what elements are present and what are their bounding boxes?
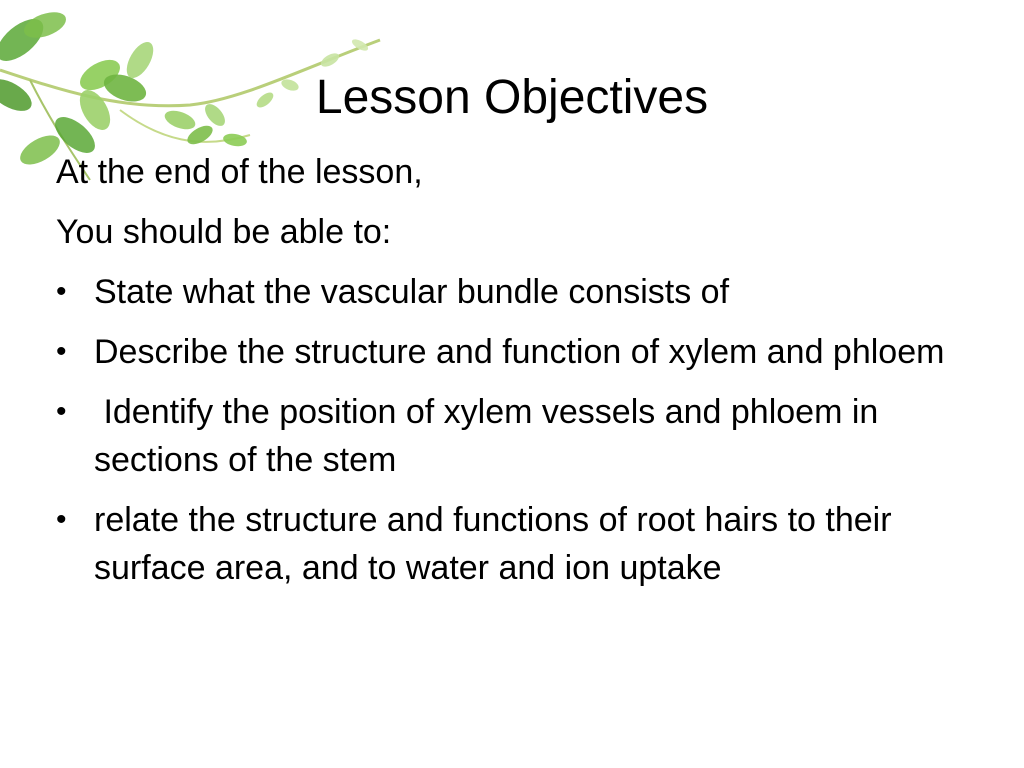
objective-item bbox=[56, 388, 976, 484]
objective-text: State what the vascular bundle consists of bbox=[94, 273, 730, 311]
intro-line-1: At the end of the lesson, bbox=[56, 153, 423, 191]
objectives-list bbox=[56, 268, 976, 592]
bullet-icon: • bbox=[56, 395, 67, 428]
bullet-icon: • bbox=[56, 503, 67, 536]
objective-item bbox=[56, 496, 976, 592]
slide-title: Lesson Objectives bbox=[315, 71, 709, 124]
intro-line-2: You should be able to: bbox=[56, 213, 392, 251]
slide-body bbox=[56, 148, 976, 604]
objective-text: Describe the structure and function of xylem and phloem bbox=[94, 333, 945, 371]
objective-text: relate the structure and functions of root hairs to their surface area, and to water and ion uptake bbox=[94, 501, 892, 587]
objective-item bbox=[56, 268, 976, 316]
objective-text: Identify the position of xylem vessels and phloem in sections of the stem bbox=[94, 393, 888, 479]
bullet-icon: • bbox=[56, 275, 67, 308]
objective-item bbox=[56, 328, 976, 376]
bullet-icon: • bbox=[56, 335, 67, 368]
